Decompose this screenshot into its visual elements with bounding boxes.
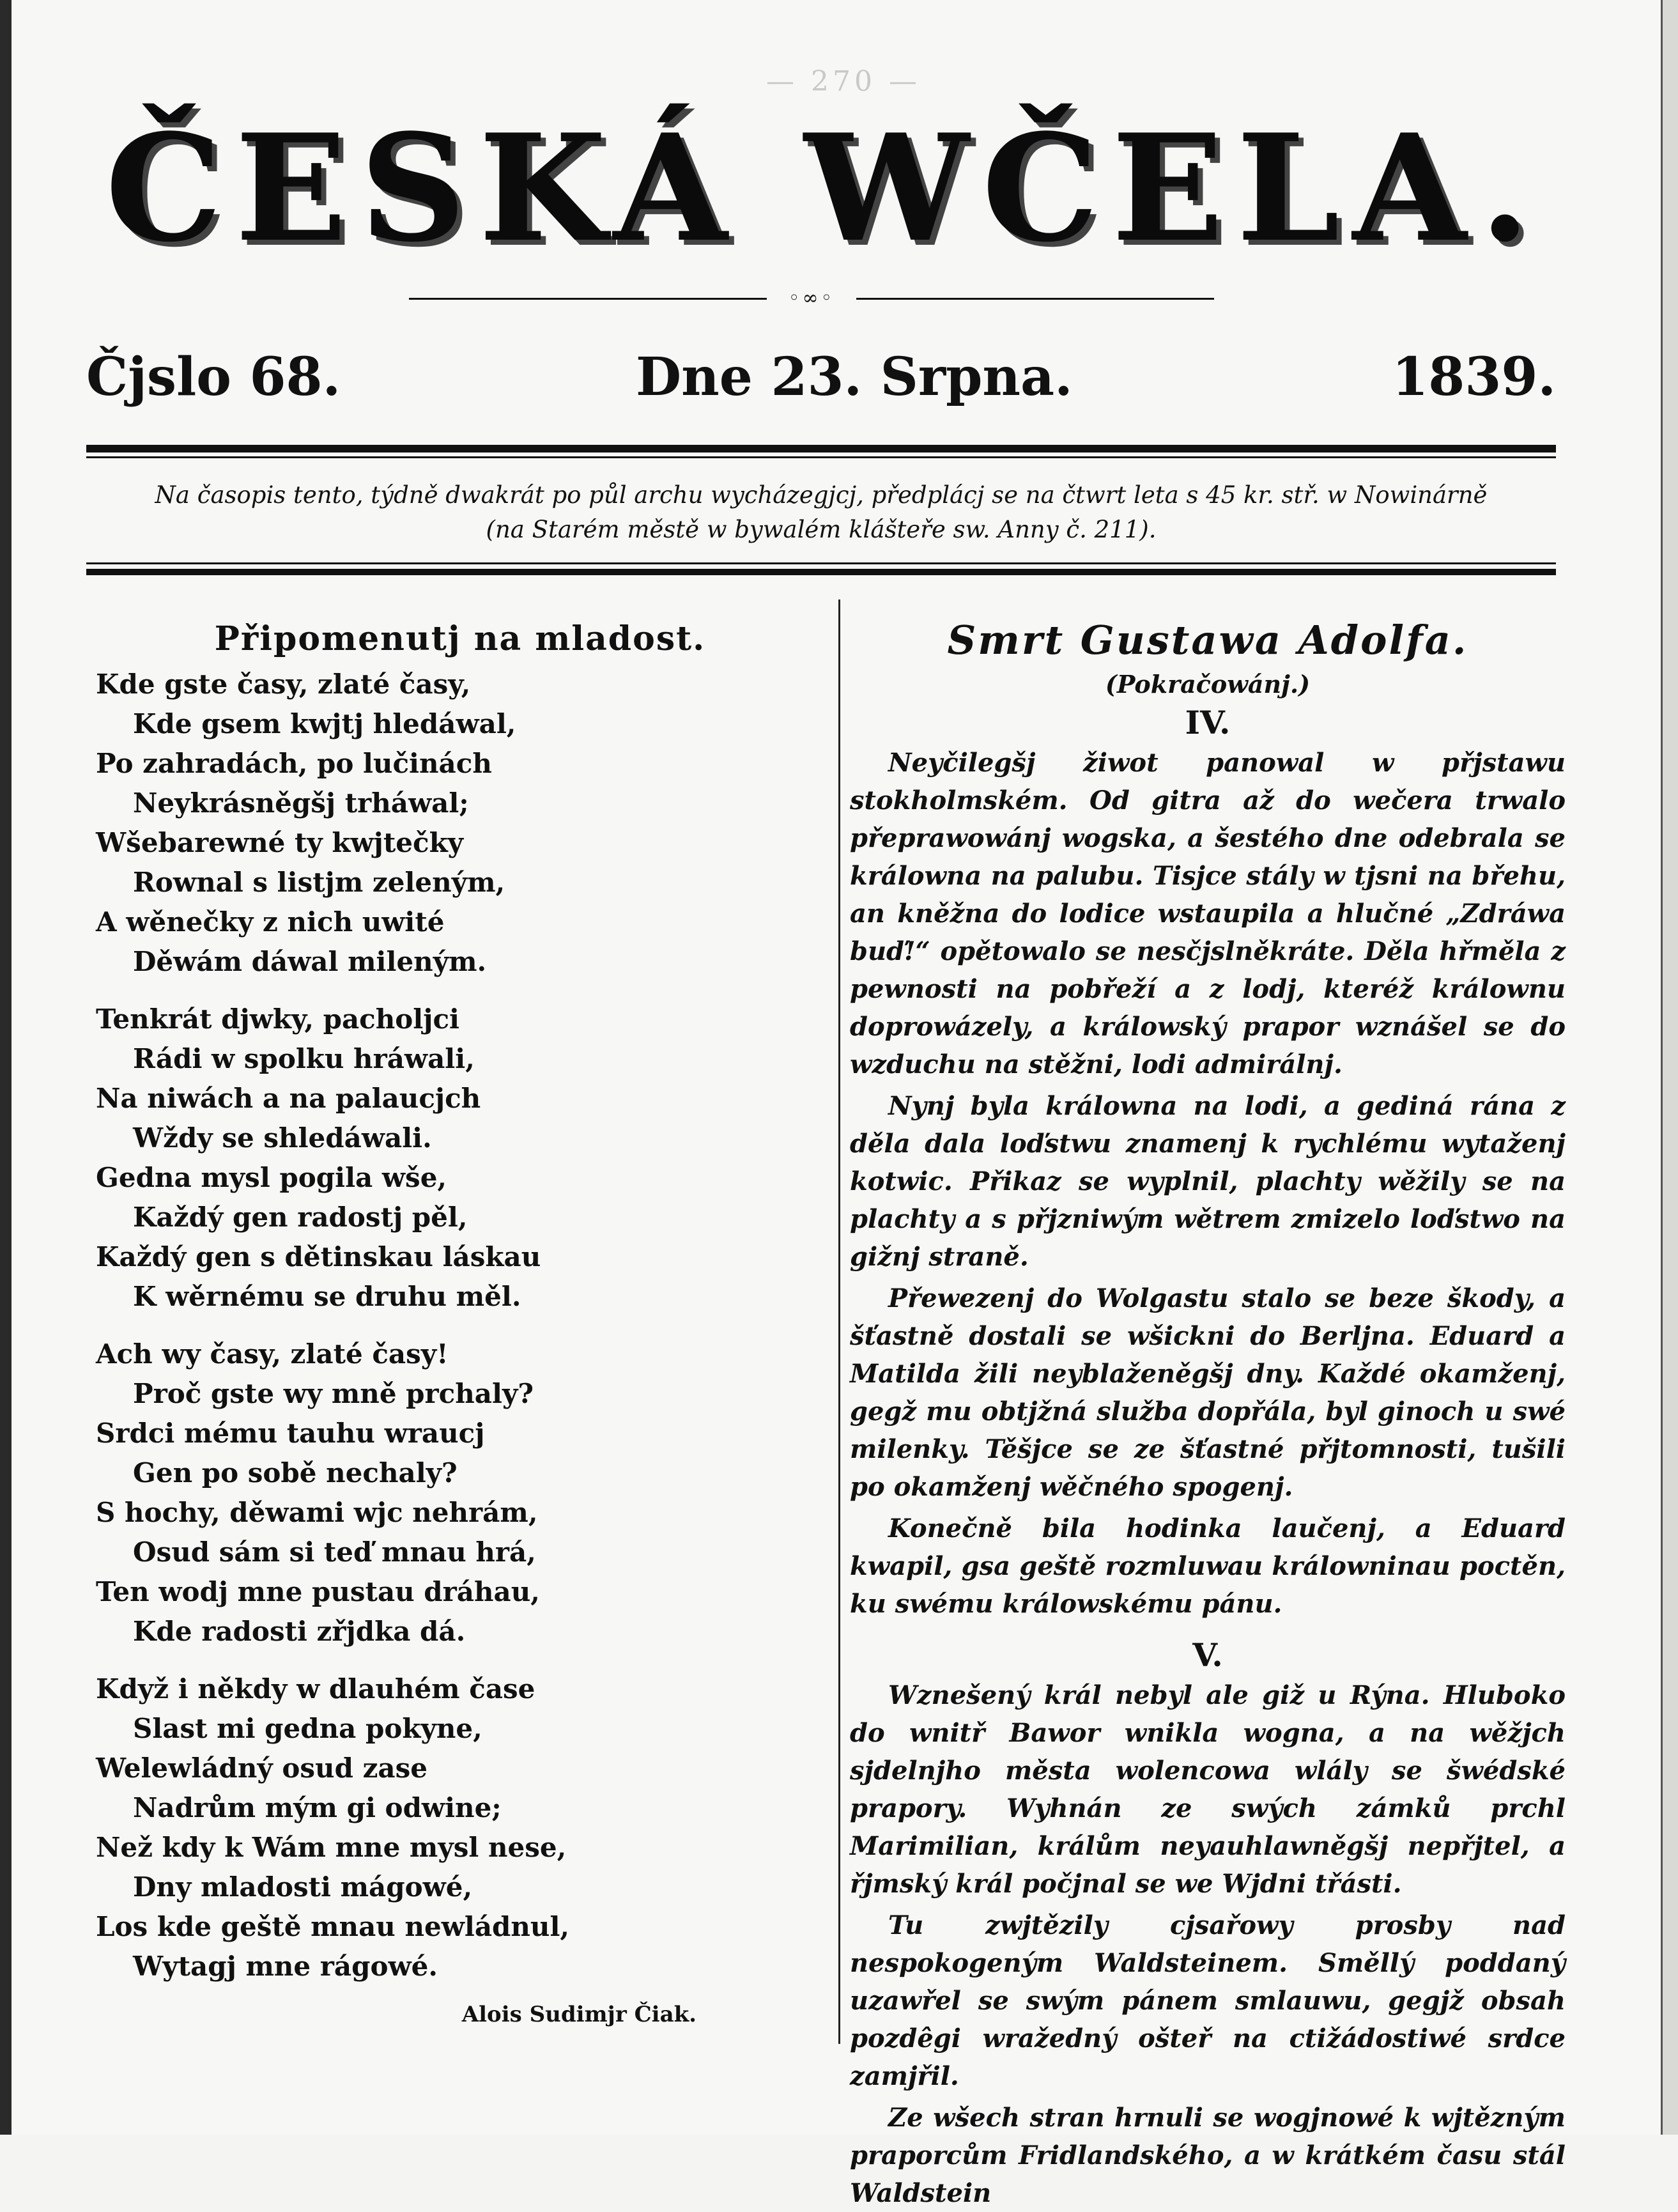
- article-paragraph: Konečně bila hodinka laučenj, a Eduard kwapil, gsa geště rozmluwau králowninau poctěn, ku swému králowskému pánu.: [850, 1513, 1566, 1619]
- poem-line: Gen po sobě nechaly?: [133, 1457, 458, 1489]
- masthead-title: ČESKÁ WČELA.: [105, 102, 1544, 275]
- article-title: Smrt Gustawa Adolfa.: [947, 617, 1468, 663]
- poem-line: Welewládný osud zase: [96, 1752, 428, 1784]
- page-number: — 270 —: [766, 65, 921, 98]
- poem-line: Než kdy k Wám mne mysl nese,: [96, 1832, 567, 1863]
- poem-line: Los kde geště mnau newládnul,: [96, 1911, 570, 1942]
- poem-line: Děwám dáwal mileným.: [133, 946, 487, 977]
- poem-line: Kde gste časy, zlaté časy,: [96, 669, 471, 700]
- poem-line: Tenkrát djwky, pacholjci: [96, 1003, 459, 1035]
- masthead-ornament: [409, 289, 1214, 308]
- issue-number: Čjslo 68.: [86, 346, 341, 408]
- issue-row: [86, 345, 1556, 409]
- issue-year: 1839.: [1392, 346, 1556, 408]
- ornament-line-left: [409, 298, 767, 300]
- ornament-line-right: [856, 298, 1214, 300]
- section-heading-v: V.: [1192, 1636, 1223, 1674]
- poem-line: Wšebarewné ty kwjtečky: [96, 827, 464, 858]
- poem-line: Wždy se shledáwali.: [133, 1122, 432, 1154]
- header-rule-top-thin: [86, 456, 1556, 458]
- header-rule-bottom-thin: [86, 562, 1556, 564]
- poem-line: Slast mi gedna pokyne,: [133, 1713, 482, 1744]
- poem-line: Po zahradách, po lučinách: [96, 748, 492, 779]
- article-paragraph: Přewezenj do Wolgastu stalo se beze škody, a šťastně dostali se wšickni do Berljna. Eduard a Matilda žili neyblaženěgšj dny. Každé okamženj, gegž mu obtjžná služba dopřála, byl ginoch u swé milenky. Těšjce se ze šťastné přjtomnosti, tušili po okamženj wěčného spogenj.: [850, 1283, 1566, 1502]
- column-divider: [838, 599, 840, 2044]
- poem-line: Nadrům mým gi odwine;: [133, 1792, 502, 1823]
- poem-line: Když i někdy w dlauhém čase: [96, 1673, 535, 1705]
- poem-line: S hochy, děwami wjc nehrám,: [96, 1497, 538, 1528]
- poem-column: [96, 614, 824, 2034]
- poem-title: Připomenutj na mladost.: [214, 619, 706, 658]
- article-paragraph: Nynj byla králowna na lodi, a gediná rána z děla dala loďstwu znamenj k rychlému wytaženj kotwic. Přikaz se wyplnil, plachty wěžily se na plachty a s přjzniwým wětrem zmizelo loďstwo na gižnj straně.: [850, 1091, 1566, 1272]
- poem-line: Rownal s listjm zeleným,: [133, 867, 505, 898]
- article-paragraph: Wznešený král nebyl ale giž u Rýna. Hluboko do wnitř Bawor wnikla wogna, a na wěžjch sjdelnjho města wolencowa wlály se šwédské prapory. Wyhnán ze swých zámků prchl Marimilian, králům neyauhlawněgšj nepřjtel, a řjmský král počjnal se we Wjdni třásti.: [850, 1680, 1566, 1899]
- article-column: [850, 614, 1566, 2212]
- article-subtitle: (Pokračowánj.): [1105, 670, 1311, 699]
- poem-author: Alois Sudimjr Čiak.: [461, 2002, 697, 2027]
- article-body-iv: [850, 744, 1566, 1623]
- poem-line: Ten wodj mne pustau dráhau,: [96, 1576, 540, 1607]
- header-rule-top: [86, 445, 1556, 452]
- article-paragraph: Neyčilegšj žiwot panowal w přjstawu stokholmském. Od gitra až do wečera trwalo přeprawowánj wogska, a šestého dne odebrala se králowna na palubu. Tisjce stály w tjsni na břehu, an kněžna do lodice wstaupila a hlučné „Zdráwa buď!“ opětowalo se nesčjslněkráte. Děla hřměla z pewnosti na pobřeží a z lodj, kteréž králownu doprowázely, a králowský prapor wznášel se do wzduchu na stěžni, lodi admirálnj.: [850, 748, 1566, 1079]
- article-paragraph: Tu zwjtězily cjsařowy prosby nad nespokogeným Waldsteinem. Směllý poddaný uzawřel se swým pánem smlauwu, gegjž obsah pozdêgi wražedný ošteř na ctižádostiwé srdce zamjřil.: [850, 1910, 1566, 2091]
- poem-lines: [96, 665, 824, 1986]
- poem-line: Dny mladosti mágowé,: [133, 1871, 473, 1903]
- poem-line: Kde gsem kwjtj hledáwal,: [133, 708, 516, 739]
- poem-line: Kde radosti zřjdka dá.: [133, 1616, 466, 1647]
- poem-line: Proč gste wy mně prchaly?: [133, 1378, 534, 1409]
- poem-line: Každý gen s dětinskau láskau: [96, 1241, 541, 1272]
- page-left-edge: [0, 0, 12, 2135]
- ornament-center: ◦∞◦: [788, 287, 835, 309]
- poem-line: Wytagj mne rágowé.: [133, 1951, 438, 1982]
- poem-line: Osud sám si teď mnau hrá,: [133, 1536, 536, 1568]
- poem-line: Gedna mysl pogila wše,: [96, 1162, 447, 1193]
- poem-line: Neykrásněgšj trháwal;: [133, 787, 469, 819]
- article-paragraph: Ze wšech stran hrnuli se wogjnowé k wjtězným praporcům Fridlandského, a w krátkém času stál Waldstein: [850, 2103, 1566, 2208]
- poem-line: Ach wy časy, zlaté časy!: [96, 1338, 449, 1370]
- poem-line: Rádi w spolku hráwali,: [133, 1043, 475, 1074]
- poem-line: Na niwách a na palaucjch: [96, 1083, 481, 1114]
- subscription-line-2: (na Starém městě w bywalém klášteře sw. Anny č. 211).: [486, 516, 1157, 543]
- poem-line: Srdci mému tauhu wraucj: [96, 1418, 485, 1449]
- issue-date: Dne 23. Srpna.: [636, 346, 1073, 408]
- poem-line: A wěnečky z nich uwité: [96, 906, 445, 938]
- page-right-edge: [1661, 0, 1678, 2135]
- header-rule-bottom: [86, 569, 1556, 575]
- section-heading-iv: IV.: [1185, 704, 1231, 741]
- poem-line: K wěrnému se druhu měl.: [133, 1281, 521, 1312]
- poem-line: Každý gen radostj pěl,: [133, 1202, 468, 1233]
- subscription-line-1: Na časopis tento, týdně dwakrát po půl archu wycházegjcj, předplácj se na čtwrt leta s 45 kr. stř. w Nowinárně: [155, 481, 1488, 509]
- article-body-v: [850, 1676, 1566, 2212]
